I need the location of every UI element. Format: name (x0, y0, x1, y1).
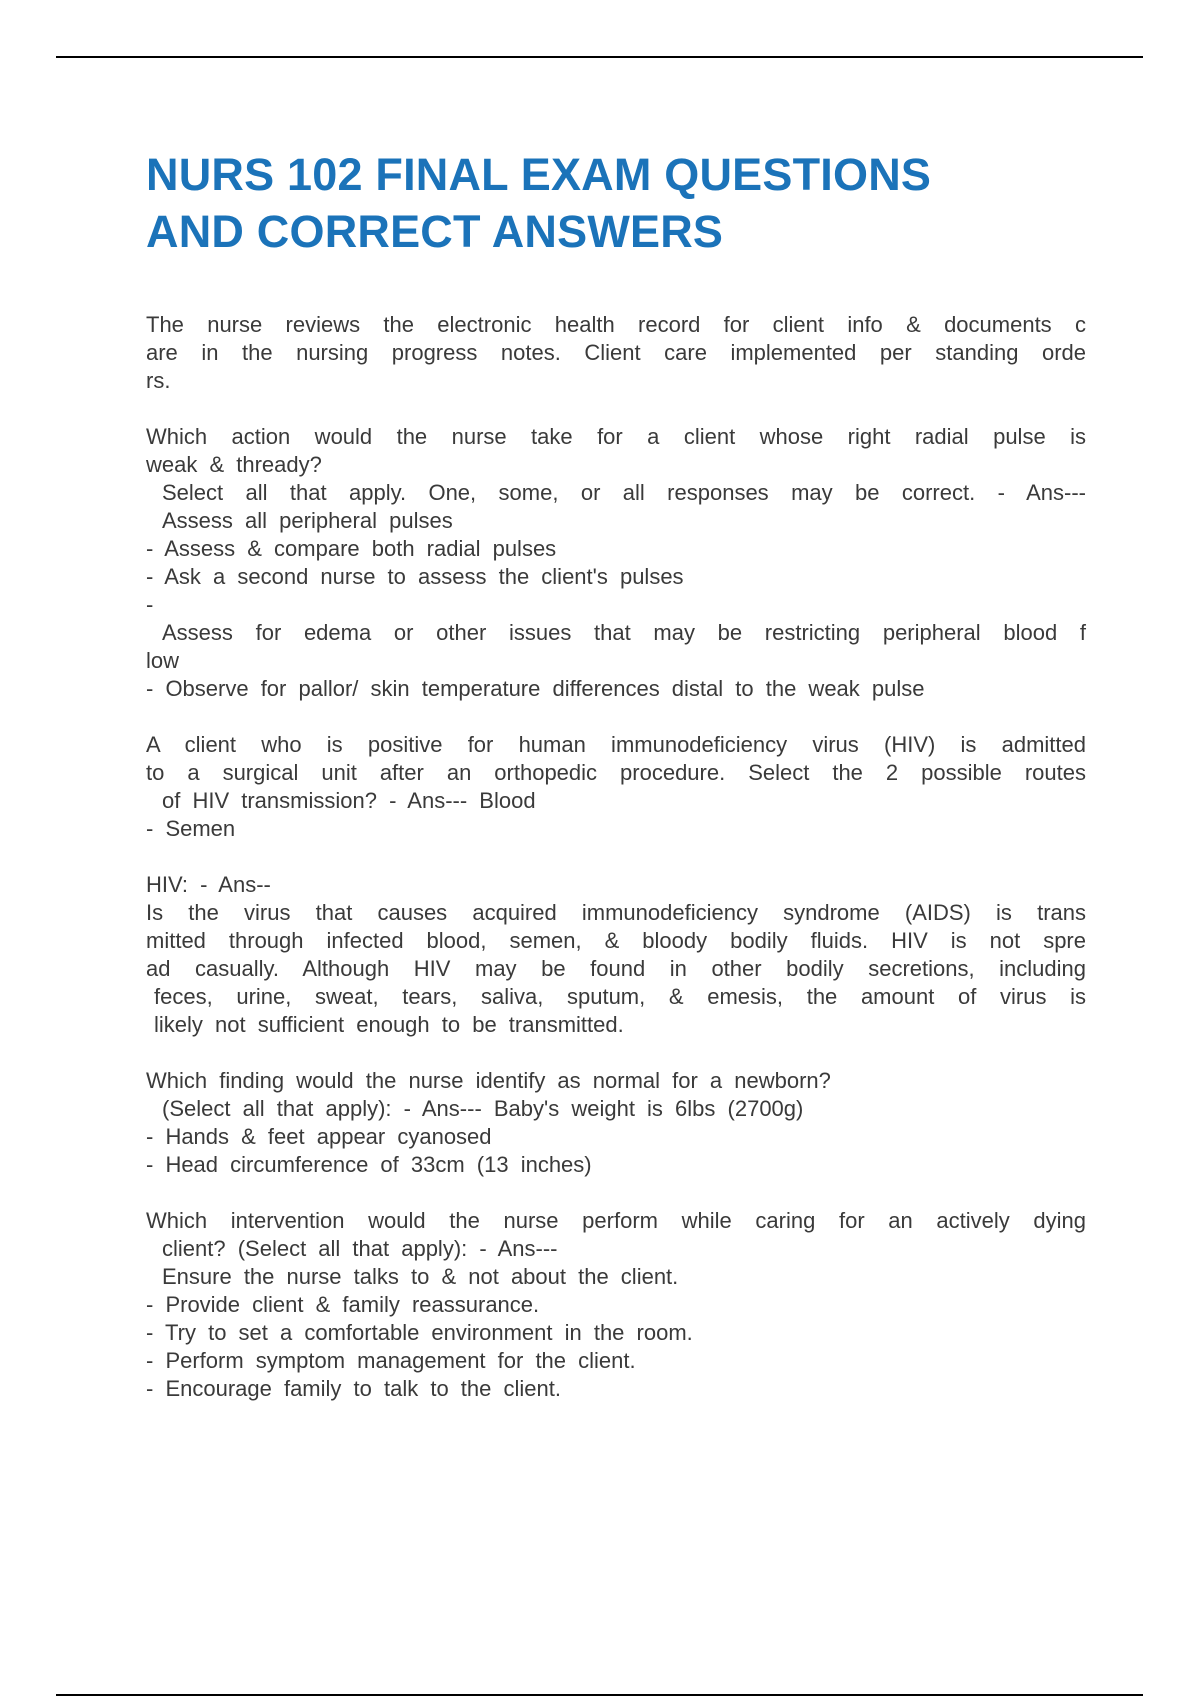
answer-line: - Head circumference of 33cm (13 inches) (146, 1152, 592, 1177)
body-line: The nurse reviews the electronic health record for client info & documents c (146, 312, 1086, 337)
question-line: of HIV transmission? - Ans--- Blood (162, 788, 536, 813)
answer-line: - Assess & compare both radial pulses (146, 536, 557, 561)
answer-line: Assess for edema or other issues that may be restricting peripheral blood f (162, 620, 1086, 645)
document-body (146, 311, 1086, 1403)
body-line: are in the nursing progress notes. Client care implemented per standing orde (146, 340, 1086, 365)
header-rule (56, 56, 1143, 58)
qa-block-1 (146, 311, 1086, 395)
question-line: weak & thready? (146, 452, 322, 477)
answer-line: - Semen (146, 816, 236, 841)
answer-line: - Hands & feet appear cyanosed (146, 1124, 492, 1149)
answer-line: - Try to set a comfortable environment in the room. (146, 1320, 693, 1345)
question-line: (Select all that apply): - Ans--- Baby's weight is 6lbs (2700g) (162, 1096, 804, 1121)
question-line: Which action would the nurse take for a client whose right radial pulse is (146, 424, 1086, 449)
qa-block-2 (146, 423, 1086, 703)
footer-rule (56, 1694, 1143, 1696)
answer-line: feces, urine, sweat, tears, saliva, sputum, & emesis, the amount of virus is (154, 984, 1086, 1009)
question-line: HIV: - Ans-- (146, 872, 271, 897)
question-line: A client who is positive for human immunodeficiency virus (HIV) is admitted (146, 732, 1086, 757)
answer-line: Ensure the nurse talks to & not about the client. (162, 1264, 679, 1289)
title-line-2: AND CORRECT ANSWERS (146, 206, 724, 257)
qa-block-4 (146, 871, 1086, 1039)
question-line: Which intervention would the nurse perform while caring for an actively dying (146, 1208, 1086, 1233)
answer-line: Is the virus that causes acquired immunodeficiency syndrome (AIDS) is trans (146, 900, 1086, 925)
answer-line: likely not sufficient enough to be transmitted. (154, 1012, 624, 1037)
qa-block-3 (146, 731, 1086, 843)
document-title (146, 146, 1106, 260)
qa-block-5 (146, 1067, 1086, 1179)
title-line-1: NURS 102 FINAL EXAM QUESTIONS (146, 149, 932, 200)
question-line: client? (Select all that apply): - Ans--- (162, 1236, 558, 1261)
answer-line: Assess all peripheral pulses (162, 508, 453, 533)
answer-line: ad casually. Although HIV may be found in other bodily secretions, including (146, 956, 1086, 981)
answer-line: - Ask a second nurse to assess the client's pulses (146, 564, 684, 589)
answer-line: mitted through infected blood, semen, & bloody bodily fluids. HIV is not spre (146, 928, 1086, 953)
question-line: Which finding would the nurse identify as normal for a newborn? (146, 1068, 831, 1093)
qa-block-6 (146, 1207, 1086, 1403)
answer-line: - (146, 592, 154, 617)
question-line: to a surgical unit after an orthopedic procedure. Select the 2 possible routes (146, 760, 1086, 785)
body-line: rs. (146, 368, 171, 393)
answer-line: - Encourage family to talk to the client. (146, 1376, 561, 1401)
answer-line: - Provide client & family reassurance. (146, 1292, 540, 1317)
answer-line: low (146, 648, 180, 673)
answer-line: - Perform symptom management for the client. (146, 1348, 636, 1373)
answer-line: - Observe for pallor/ skin temperature differences distal to the weak pulse (146, 676, 925, 701)
question-line: Select all that apply. One, some, or all responses may be correct. - Ans--- (162, 480, 1086, 505)
